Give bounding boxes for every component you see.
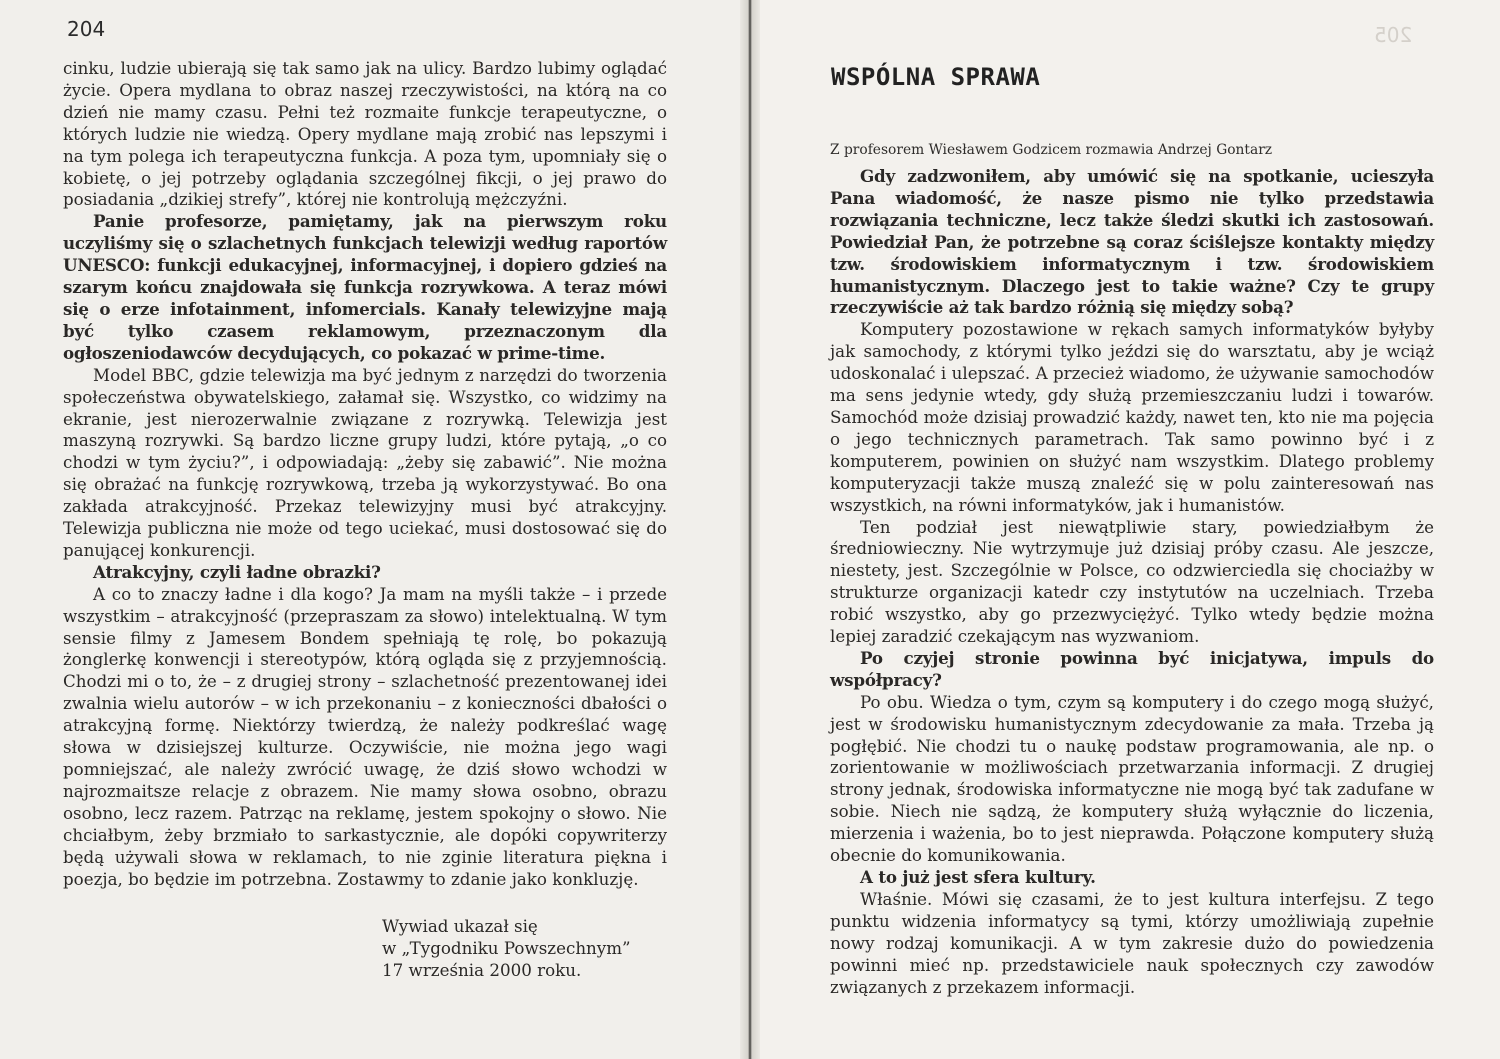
paragraph: Gdy zadzwoniłem, aby umówić się na spotkanie, ucieszyła Pana wiadomość, że nasze pismo nie tylko przedstawia rozwiązania techniczne, lecz także śledzi skutki ich zastosowań. Powiedział Pan, że potrzebne są coraz ściślejsze kontakty między tzw. środowiskiem informatycznym i tzw. środowiskiem humanistycznym. Dlaczego jest to takie ważne? Czy te grupy rzeczywiście aż tak bardzo różnią się między sobą? <box>830 166 1434 318</box>
book-gutter <box>740 0 760 1059</box>
paragraph: Atrakcyjny, czyli ładne obrazki? <box>93 561 381 582</box>
page-number-right: 205 <box>1373 23 1412 47</box>
left-page <box>0 0 748 1059</box>
publication-note <box>382 916 702 982</box>
publication-note-line: Wywiad ukazał się <box>382 916 538 936</box>
article-byline: Z profesorem Wiesławem Godzicem rozmawia Andrzej Gontarz <box>830 142 1273 158</box>
paragraph: Komputery pozostawione w rękach samych informatyków byłyby jak samochody, z którymi tylko jeździ się do warsztatu, aby je wciąż udoskonalać i ulepszać. A przecież wiadomo, że używanie samochodów ma sens jedynie wtedy, gdy służą przemieszczaniu ludzi i towarów. Samochód może dzisiaj prowadzić każdy, nawet ten, kto nie ma pojęcia o jego technicznych parametrach. Tak samo powinno być i z komputerem, powinien on służyć nam wszystkim. Dlatego problemy komputeryzacji także muszą znaleźć się w polu zainteresowań nas wszystkich, na równi informatyków, jak i humanistów. <box>830 319 1434 515</box>
paragraph: Właśnie. Mówi się czasami, że to jest kultura interfejsu. Z tego punktu widzenia informatycy są tymi, którzy umożliwiają zupełnie nowy rodzaj komunikacji. A w tym zakresie dużo do powiedzenia powinni mieć np. przedstawiciele nauk społecznych czy zawodów związanych z przekazem informacji. <box>830 888 1434 997</box>
page-number-left: 204 <box>67 17 106 41</box>
paragraph: cinku, ludzie ubierają się tak samo jak na ulicy. Bardzo lubimy oglądać życie. Opera mydlana to obraz naszej rzeczywistości, na którą na co dzień nie mamy czasu. Pełni też rozmaite funkcje terapeutyczne, o których ludzie nie wiedzą. Opery mydlane mają zrobić nas lepszymi i na tym polega ich terapeutyczna funkcja. A poza tym, upomniały się o kobietę, o jej potrzeby oglądania szczególnej fikcji, o jej prawo do posiadania „dzikiej strefy”, której nie kontrolują mężczyźni. <box>63 58 667 210</box>
article-title: WSPÓLNA SPRAWA <box>831 63 1041 91</box>
paragraph: Panie profesorze, pamiętamy, jak na pierwszym roku uczyliśmy się o szlachetnych funkcjach telewizji według raportów UNESCO: funkcji edukacyjnej, informacyjnej, i dopiero gdzieś na szarym końcu znajdowała się funkcja rozrywkowa. A teraz mówi się o erze infotainment, infomercials. Kanały telewizyjne mają być tylko czasem reklamowym, przeznaczonym dla ogłoszeniodawców decydujących, co pokazać w prime-time. <box>63 211 667 363</box>
left-page-body <box>63 58 667 890</box>
paragraph: Po czyjej stronie powinna być inicjatywa, impuls do współpracy? <box>830 647 1434 690</box>
paragraph: Ten podział jest niewątpliwie stary, powiedziałbym że średniowieczny. Nie wytrzymuje już dzisiaj próby czasu. Ale jeszcze, niestety, jest. Szczególnie w Polsce, co odzwierciedla się chociażby w strukturze organizacji katedr czy instytutów na uczelniach. Trzeba robić wszystko, aby go przezwyciężyć. Tylko wtedy będzie można lepiej zaradzić czekającym nas wyzwaniom. <box>830 516 1434 647</box>
paragraph: Model BBC, gdzie telewizja ma być jednym z narzędzi do tworzenia społeczeństwa obywatelskiego, załamał się. Wszystko, co widzimy na ekranie, jest nierozerwalnie związane z rozrywką. Telewizja jest maszyną rozrywki. Są bardzo liczne grupy ludzi, które pytają, „o co chodzi w tym życiu?”, i odpowiadają: „żeby się zabawić”. Nie można się obrażać na funkcję rozrywkową, trzeba ją wykorzystywać. Bo ona zakłada atrakcyjność. Przekaz telewizyjny musi być atrakcyjny. Telewizja publiczna nie może od tego uciekać, musi dostosować się do panującej konkurencji. <box>63 364 667 560</box>
publication-note-line: 17 września 2000 roku. <box>382 959 582 980</box>
paragraph: Po obu. Wiedza o tym, czym są komputery i do czego mogą służyć, jest w środowisku humanistycznym zdecydowanie za mała. Trzeba ją pogłębić. Nie chodzi tu o naukę podstaw programowania, ale np. o zorientowanie w możliwościach przetwarzania informacji. Z drugiej strony jednak, środowiska informatyczne nie mogą być tak zadufane w sobie. Niech nie sądzą, że komputery służą wyłącznie do liczenia, mierzenia i ważenia, bo to jest nieprawda. Połączone komputery służą obecnie do komunikowania. <box>830 691 1434 866</box>
paragraph: A co to znaczy ładne i dla kogo? Ja mam na myśli także – i przede wszystkim – atrakcyjność (przepraszam za słowo) intelektualną. W tym sensie filmy z Jamesem Bondem spełniają tę rolę, bo pokazują żonglerkę konwencji i stereotypów, którą ogląda się z przyjemnością. Chodzi mi o to, że – z drugiej strony – szlachetność prezentowanej idei zwalnia wielu autorów – w ich przekonaniu – z konieczności dbałości o atrakcyjną formę. Niektórzy twierdzą, że należy podkreślać wagę słowa w dzisiejszej kulturze. Oczywiście, nie można jego wagi pomniejszać, ale należy zwrócić uwagę, że dziś słowo wchodzi w najrozmaitsze relacje z obrazem. Nie mamy słowa osobno, obrazu osobno, lecz razem. Patrząc na reklamę, jestem spokojny o słowo. Nie chciałbym, żeby brzmiało to sarkastycznie, ale dopóki copywriterzy będą używali słowa w reklamach, to nie zginie literatura piękna i poezja, bo będzie im potrzebna. Zostawmy to zdanie jako konkluzję. <box>63 583 667 889</box>
publication-note-line: w „Tygodniku Powszechnym” <box>382 937 631 958</box>
paragraph: A to już jest sfera kultury. <box>860 867 1096 887</box>
right-page-body <box>830 166 1434 998</box>
right-page <box>752 0 1500 1059</box>
